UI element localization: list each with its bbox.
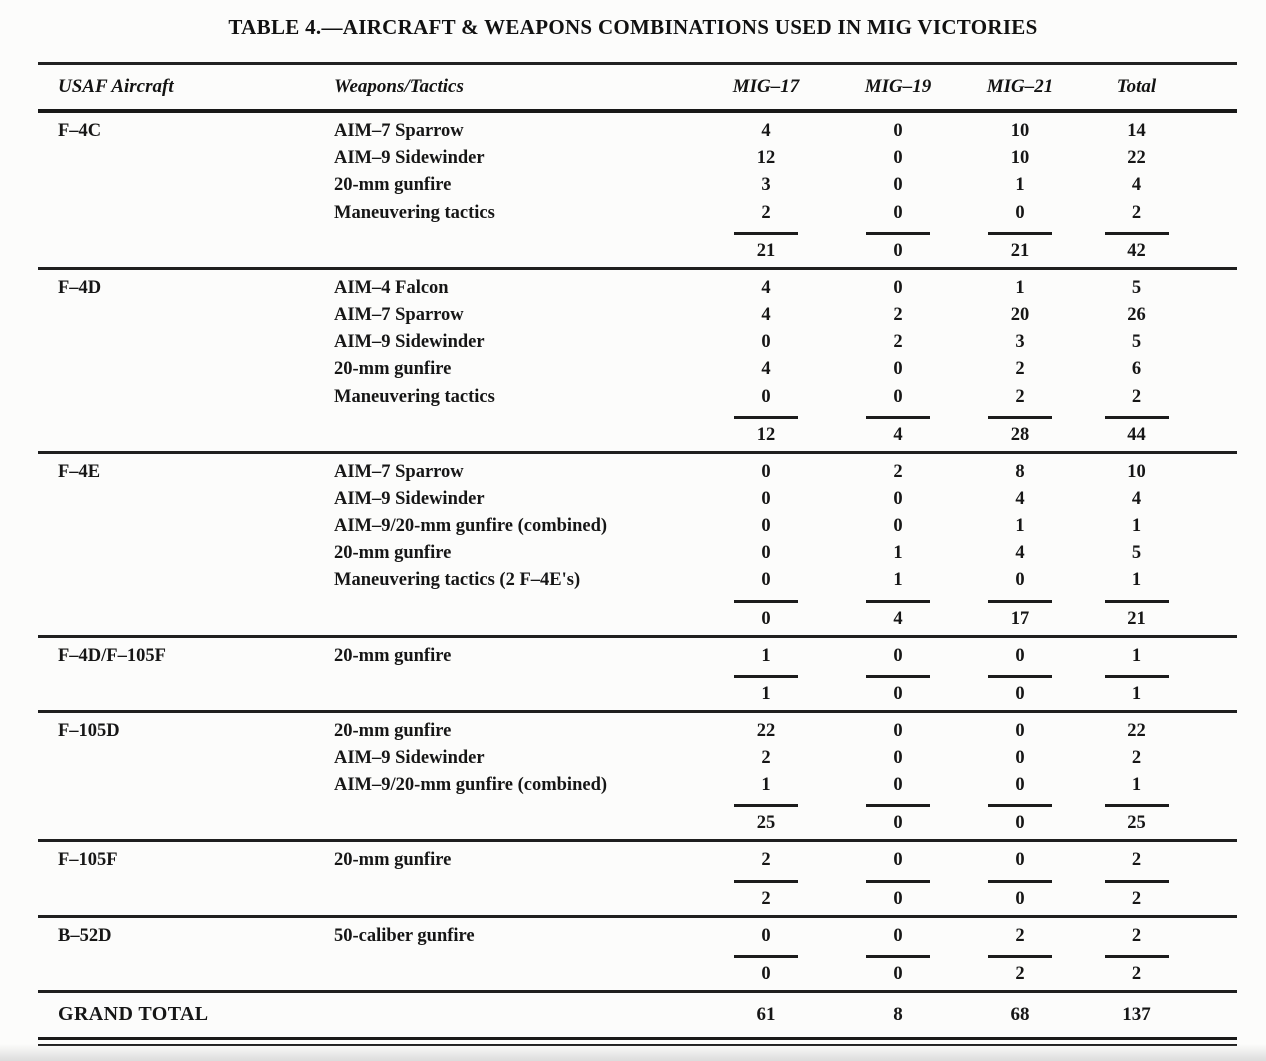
value-cell: 0 xyxy=(893,148,903,169)
value-cell: 0 xyxy=(893,720,903,741)
subtotal-cell: 4 xyxy=(893,424,903,445)
aircraft-label: F–105F xyxy=(58,850,118,871)
value-cell: 1 xyxy=(761,775,771,796)
value-cell: 8 xyxy=(1015,461,1025,482)
value-cell: 12 xyxy=(756,148,776,169)
subtotal-cell: 21 xyxy=(1127,608,1146,629)
sum-rule-cell xyxy=(832,597,964,603)
value-cell: 4 xyxy=(761,121,771,141)
aircraft-label: B–52D xyxy=(58,925,112,946)
subtotal-cell: 0 xyxy=(893,683,903,704)
sum-rule xyxy=(1105,232,1169,235)
subtotal-cell: 2 xyxy=(761,888,771,909)
table-row xyxy=(38,567,1237,594)
value-cell: 0 xyxy=(1015,775,1025,796)
subtotal-cell: 0 xyxy=(893,240,903,261)
value-cell: 2 xyxy=(1131,748,1142,768)
table-row xyxy=(38,540,1237,567)
sum-rule-row xyxy=(38,227,1237,237)
value-cell: 2 xyxy=(1131,386,1142,407)
value-cell: 2 xyxy=(893,332,903,353)
sum-rule-cell xyxy=(832,672,964,678)
subtotal-cell: 44 xyxy=(1127,424,1146,445)
weapon-label: 20-mm gunfire xyxy=(334,543,452,564)
weapon-label: AIM–9 Sidewinder xyxy=(334,148,485,169)
subtotal-cell: 42 xyxy=(1127,240,1146,261)
sum-rule-cell xyxy=(1076,952,1237,958)
value-cell: 4 xyxy=(1131,488,1142,509)
column-header-total: Total xyxy=(1116,76,1157,97)
table-row xyxy=(38,118,1237,145)
value-cell: 2 xyxy=(1015,925,1025,946)
value-cell: 0 xyxy=(1015,720,1025,741)
table-header-row xyxy=(38,65,1237,109)
value-cell: 1 xyxy=(1015,277,1025,298)
value-cell: 6 xyxy=(1131,359,1142,380)
subtotal-cell: 2 xyxy=(1131,963,1142,984)
value-cell: 0 xyxy=(761,488,771,509)
weapon-label: AIM–4 Falcon xyxy=(334,277,449,298)
weapon-label: AIM–9 Sidewinder xyxy=(334,332,485,353)
subtotal-cell: 28 xyxy=(1010,424,1030,445)
value-cell: 0 xyxy=(893,359,903,380)
value-cell: 0 xyxy=(761,332,771,353)
weapon-label: Maneuvering tactics (2 F–4E's) xyxy=(334,570,581,591)
table-row xyxy=(38,772,1237,799)
sum-rule xyxy=(988,232,1052,235)
value-cell: 0 xyxy=(893,775,903,796)
table-row xyxy=(38,275,1237,302)
value-cell: 1 xyxy=(1131,645,1142,666)
value-cell: 4 xyxy=(761,359,771,380)
value-cell: 0 xyxy=(893,516,903,537)
subtotal-cell: 2 xyxy=(1015,963,1025,984)
value-cell: 2 xyxy=(761,748,771,768)
sum-rule-row xyxy=(38,950,1237,960)
value-cell: 0 xyxy=(761,461,771,482)
weapon-label: AIM–9 Sidewinder xyxy=(334,748,485,768)
value-cell: 20 xyxy=(1010,304,1030,325)
sum-rule-cell xyxy=(964,952,1076,958)
table-row xyxy=(38,145,1237,172)
table-row xyxy=(38,356,1237,383)
value-cell: 2 xyxy=(761,202,771,223)
value-cell: 3 xyxy=(761,175,771,196)
grand-total-label: GRAND TOTAL xyxy=(58,1003,209,1026)
value-cell: 2 xyxy=(1015,359,1025,380)
sum-rule-cell xyxy=(700,597,832,603)
subtotal-cell: 1 xyxy=(761,683,771,704)
sum-rule-cell xyxy=(1076,801,1237,807)
subtotal-row xyxy=(38,809,1237,835)
value-cell: 3 xyxy=(1015,332,1025,353)
sum-rule xyxy=(988,416,1052,419)
value-cell: 0 xyxy=(1015,850,1025,871)
table-row xyxy=(38,384,1237,411)
subtotal-cell: 0 xyxy=(761,608,771,629)
value-cell: 0 xyxy=(761,516,771,537)
column-header-usaf-aircraft: USAF Aircraft xyxy=(58,76,174,97)
weapon-label: AIM–9 Sidewinder xyxy=(334,488,485,509)
aircraft-label: F–4E xyxy=(58,461,101,482)
value-cell: 10 xyxy=(1010,121,1030,141)
aircraft-group-6 xyxy=(38,918,1237,986)
sum-rule xyxy=(866,232,930,235)
grand-total-row xyxy=(38,993,1237,1031)
weapon-label: AIM–7 Sparrow xyxy=(334,121,464,141)
sum-rule-cell xyxy=(832,952,964,958)
sum-rule xyxy=(866,416,930,419)
value-cell: 4 xyxy=(1015,543,1025,564)
subtotal-cell: 0 xyxy=(893,813,903,834)
subtotal-cell: 21 xyxy=(756,240,776,261)
sum-rule xyxy=(866,600,930,603)
value-cell: 4 xyxy=(761,304,771,325)
value-cell: 0 xyxy=(1015,202,1025,223)
sum-rule-cell xyxy=(700,877,832,883)
sum-rule-cell xyxy=(1076,229,1237,235)
table-row xyxy=(38,200,1237,227)
subtotal-row xyxy=(38,960,1237,986)
sum-rule xyxy=(866,804,930,807)
value-cell: 0 xyxy=(1015,748,1025,768)
value-cell: 0 xyxy=(893,748,903,768)
subtotal-cell: 12 xyxy=(756,424,776,445)
sum-rule xyxy=(734,600,798,603)
sum-rule-cell xyxy=(1076,597,1237,603)
value-cell: 5 xyxy=(1131,277,1142,298)
table-row xyxy=(38,847,1237,874)
value-cell: 0 xyxy=(893,202,903,223)
value-cell: 1 xyxy=(761,645,771,666)
column-header-mig21: MIG–21 xyxy=(986,76,1054,97)
sum-rule xyxy=(1105,600,1169,603)
weapon-label: 20-mm gunfire xyxy=(334,720,452,741)
value-cell: 0 xyxy=(761,925,771,946)
column-header-mig17: MIG–17 xyxy=(732,76,800,97)
sum-rule xyxy=(866,675,930,678)
sum-rule-cell xyxy=(1076,413,1237,419)
table-body xyxy=(38,113,1237,993)
grand-total-value: 68 xyxy=(1010,1003,1030,1025)
column-header-weapons-tactics: Weapons/Tactics xyxy=(334,76,464,97)
sum-rule-row xyxy=(38,595,1237,605)
sum-rule xyxy=(734,880,798,883)
subtotal-cell: 2 xyxy=(1131,888,1142,909)
value-cell: 0 xyxy=(893,645,903,666)
value-cell: 5 xyxy=(1131,543,1142,564)
table-title: TABLE 4.—AIRCRAFT & WEAPONS COMBINATIONS USED IN MIG VICTORIES xyxy=(228,15,1038,39)
table-row xyxy=(38,745,1237,772)
subtotal-cell: 25 xyxy=(756,813,776,834)
sum-rule-cell xyxy=(700,801,832,807)
subtotal-row xyxy=(38,605,1237,631)
sum-rule xyxy=(988,600,1052,603)
subtotal-row xyxy=(38,237,1237,263)
page-bottom-shadow xyxy=(0,1044,1266,1061)
weapon-label: 20-mm gunfire xyxy=(334,175,452,196)
value-cell: 26 xyxy=(1127,304,1146,325)
sum-rule-row xyxy=(38,799,1237,809)
subtotal-cell: 0 xyxy=(1015,813,1025,834)
sum-rule-cell xyxy=(832,413,964,419)
subtotal-cell: 0 xyxy=(1015,683,1025,704)
weapon-label: 20-mm gunfire xyxy=(334,359,452,380)
value-cell: 1 xyxy=(1131,775,1142,796)
sum-rule-row xyxy=(38,411,1237,421)
value-cell: 1 xyxy=(1131,570,1142,591)
table-row xyxy=(38,329,1237,356)
value-cell: 2 xyxy=(1131,202,1142,223)
weapon-label: AIM–9/20-mm gunfire (combined) xyxy=(334,516,608,537)
sum-rule-cell xyxy=(700,413,832,419)
aircraft-group-3 xyxy=(38,638,1237,706)
value-cell: 0 xyxy=(893,925,903,946)
sum-rule-cell xyxy=(700,229,832,235)
sum-rule xyxy=(734,675,798,678)
sum-rule-cell xyxy=(964,877,1076,883)
value-cell: 0 xyxy=(893,175,903,196)
subtotal-cell: 17 xyxy=(1010,608,1030,629)
aircraft-group-2 xyxy=(38,454,1237,631)
value-cell: 22 xyxy=(1127,148,1146,169)
sum-rule xyxy=(988,880,1052,883)
value-cell: 0 xyxy=(893,850,903,871)
aircraft-label: F–4C xyxy=(58,121,102,141)
value-cell: 2 xyxy=(761,850,771,871)
subtotal-cell: 0 xyxy=(893,963,903,984)
sum-rule xyxy=(1105,416,1169,419)
weapon-label: AIM–7 Sparrow xyxy=(334,461,464,482)
column-header-mig19: MIG–19 xyxy=(864,76,932,97)
sum-rule-cell xyxy=(1076,672,1237,678)
sum-rule-cell xyxy=(832,229,964,235)
subtotal-cell: 0 xyxy=(1015,888,1025,909)
value-cell: 10 xyxy=(1010,148,1030,169)
table-row xyxy=(38,923,1237,950)
grand-total-value: 8 xyxy=(893,1003,903,1025)
sum-rule xyxy=(988,804,1052,807)
sum-rule-cell xyxy=(832,877,964,883)
value-cell: 0 xyxy=(761,543,771,564)
sum-rule xyxy=(734,804,798,807)
grand-total-value: 137 xyxy=(1122,1003,1151,1025)
value-cell: 0 xyxy=(1015,570,1025,591)
sum-rule-cell xyxy=(1076,877,1237,883)
subtotal-cell: 0 xyxy=(761,963,771,984)
weapon-label: AIM–9/20-mm gunfire (combined) xyxy=(334,775,608,796)
value-cell: 2 xyxy=(1131,925,1142,946)
value-cell: 0 xyxy=(893,121,903,141)
aircraft-label: F–105D xyxy=(58,720,120,741)
weapon-label: 20-mm gunfire xyxy=(334,645,452,666)
sum-rule-row xyxy=(38,670,1237,680)
value-cell: 4 xyxy=(761,277,771,298)
sum-rule xyxy=(734,416,798,419)
weapon-label: Maneuvering tactics xyxy=(334,386,495,407)
value-cell: 0 xyxy=(1015,645,1025,666)
subtotal-cell: 1 xyxy=(1131,683,1142,704)
value-cell: 22 xyxy=(1127,720,1146,741)
weapon-label: 20-mm gunfire xyxy=(334,850,452,871)
value-cell: 1 xyxy=(1015,175,1025,196)
sum-rule-cell xyxy=(964,597,1076,603)
value-cell: 0 xyxy=(893,277,903,298)
sum-rule-cell xyxy=(964,672,1076,678)
value-cell: 1 xyxy=(1131,516,1142,537)
value-cell: 4 xyxy=(1015,488,1025,509)
weapon-label: 50-caliber gunfire xyxy=(334,925,475,946)
sum-rule-cell xyxy=(964,801,1076,807)
sum-rule xyxy=(866,955,930,958)
sum-rule xyxy=(866,880,930,883)
aircraft-group-0 xyxy=(38,113,1237,263)
sum-rule xyxy=(1105,675,1169,678)
value-cell: 2 xyxy=(893,304,903,325)
value-cell: 0 xyxy=(761,570,771,591)
table-row xyxy=(38,172,1237,199)
weapon-label: Maneuvering tactics xyxy=(334,202,495,223)
sum-rule xyxy=(734,955,798,958)
sum-rule xyxy=(988,675,1052,678)
aircraft-group-4 xyxy=(38,713,1237,836)
value-cell: 5 xyxy=(1131,332,1142,353)
subtotal-cell: 4 xyxy=(893,608,903,629)
value-cell: 4 xyxy=(1131,175,1142,196)
sum-rule-cell xyxy=(964,229,1076,235)
table-row xyxy=(38,459,1237,486)
grand-total-value: 61 xyxy=(756,1003,776,1025)
sum-rule xyxy=(1105,880,1169,883)
table-row xyxy=(38,302,1237,329)
value-cell: 1 xyxy=(1015,516,1025,537)
sum-rule xyxy=(1105,804,1169,807)
value-cell: 1 xyxy=(893,543,903,564)
value-cell: 2 xyxy=(893,461,903,482)
subtotal-row xyxy=(38,885,1237,911)
aircraft-group-1 xyxy=(38,270,1237,447)
value-cell: 0 xyxy=(893,386,903,407)
aircraft-label: F–4D xyxy=(58,277,102,298)
sum-rule-row xyxy=(38,875,1237,885)
subtotal-cell: 25 xyxy=(1127,813,1146,834)
value-cell: 1 xyxy=(893,570,903,591)
subtotal-row xyxy=(38,680,1237,706)
table-row xyxy=(38,513,1237,540)
sum-rule xyxy=(1105,955,1169,958)
table-row xyxy=(38,718,1237,745)
sum-rule-cell xyxy=(700,952,832,958)
value-cell: 2 xyxy=(1131,850,1142,871)
mig-victories-table xyxy=(38,62,1237,1046)
sum-rule-cell xyxy=(964,413,1076,419)
table-row xyxy=(38,643,1237,670)
subtotal-row xyxy=(38,421,1237,447)
sum-rule-cell xyxy=(700,672,832,678)
sum-rule xyxy=(734,232,798,235)
value-cell: 22 xyxy=(756,720,776,741)
value-cell: 0 xyxy=(893,488,903,509)
subtotal-cell: 21 xyxy=(1010,240,1030,261)
aircraft-label: F–4D/F–105F xyxy=(58,645,166,666)
value-cell: 10 xyxy=(1127,461,1146,482)
aircraft-group-5 xyxy=(38,842,1237,910)
value-cell: 14 xyxy=(1127,121,1146,141)
weapon-label: AIM–7 Sparrow xyxy=(334,304,464,325)
table-row xyxy=(38,486,1237,513)
sum-rule xyxy=(988,955,1052,958)
subtotal-cell: 0 xyxy=(893,888,903,909)
value-cell: 0 xyxy=(761,386,771,407)
value-cell: 2 xyxy=(1015,386,1025,407)
sum-rule-cell xyxy=(832,801,964,807)
